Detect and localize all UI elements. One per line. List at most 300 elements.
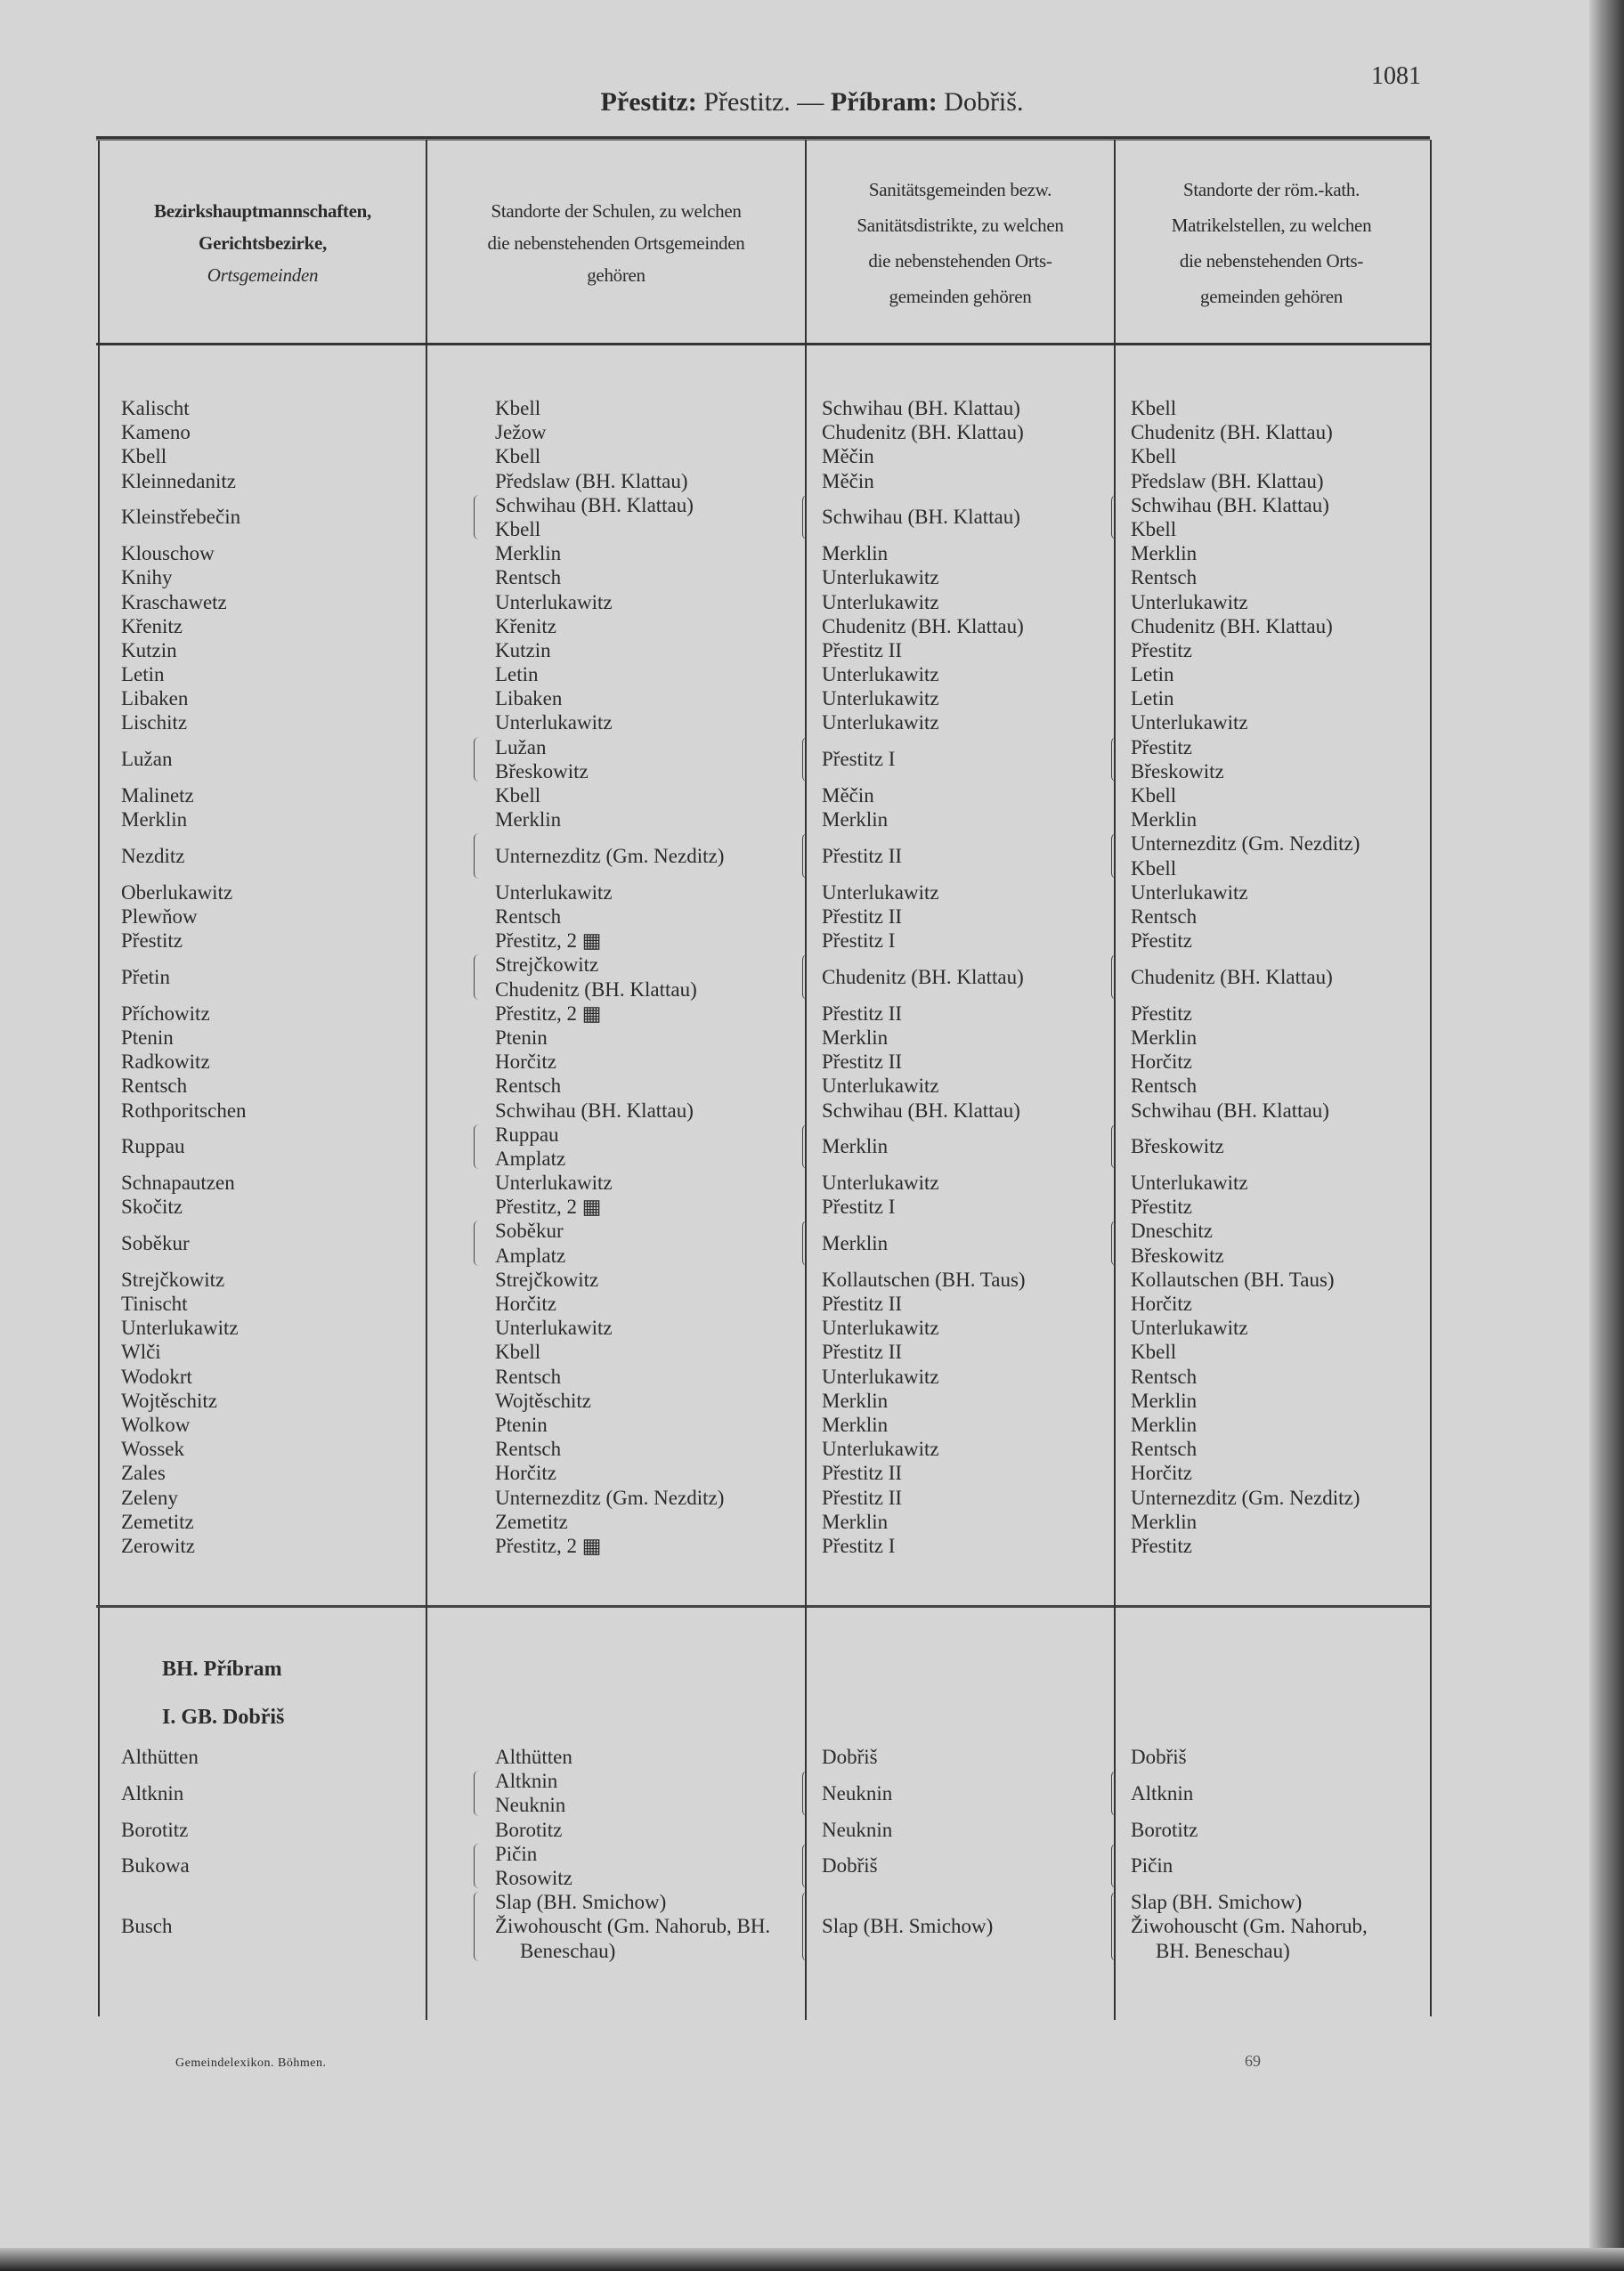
municipality-cell [98, 1486, 426, 1510]
table-row [98, 1340, 1428, 1364]
sanitary-entry: Přestitz II [822, 1002, 903, 1025]
municipality-name: Libaken [121, 687, 189, 710]
parish-entry: Rentsch [1131, 1438, 1198, 1461]
school-entry: Ježow [495, 421, 547, 444]
school-cell [477, 1002, 806, 1026]
school-entry: Kbell [495, 1341, 541, 1364]
sanitary-cell [806, 469, 1115, 493]
table-row [98, 929, 1428, 953]
school-entry: Beneschau) [520, 1939, 616, 1962]
sanitary-entry: Unterlukawitz [822, 1075, 939, 1098]
municipality-name: Zales [121, 1462, 166, 1485]
school-entry: Amplatz [495, 1147, 566, 1170]
school-entry: Merklin [495, 808, 562, 831]
parish-cell [1115, 1769, 1428, 1817]
title-court-2: Dobřiš. [944, 87, 1024, 117]
parish-cell [1115, 1510, 1428, 1534]
parish-entry: Horčitz [1131, 1050, 1192, 1074]
brace-icon [1111, 833, 1118, 878]
parish-cell [1115, 686, 1428, 710]
parish-entry: Dobřiš [1131, 1746, 1187, 1768]
section-heading [98, 1693, 1428, 1741]
sanitary-cell [806, 904, 1115, 929]
parish-entry: Chudenitz (BH. Klattau) [1131, 421, 1333, 444]
school-entry: Althütten [495, 1746, 572, 1768]
sanitary-cell [806, 396, 1115, 420]
sanitary-cell [806, 1316, 1115, 1340]
school-entry: Ruppau [495, 1123, 559, 1146]
sanitary-cell [806, 493, 1115, 541]
header-line: gemeinden gehören [1200, 285, 1343, 307]
brace-icon [1111, 1892, 1118, 1961]
parish-entry: Rentsch [1131, 566, 1198, 589]
sanitary-cell [806, 735, 1115, 783]
school-cell [477, 1890, 806, 1963]
municipality-name: Bukowa [121, 1854, 190, 1878]
municipality-cell [98, 493, 426, 541]
parish-cell [1115, 1292, 1428, 1316]
table-row [98, 590, 1428, 614]
parish-entry: Altknin [1131, 1781, 1194, 1805]
sanitary-cell [806, 1437, 1115, 1461]
school-cell [477, 1842, 806, 1890]
sanitary-cell [806, 420, 1115, 444]
table-row [98, 1534, 1428, 1558]
header-parish-registers [1116, 142, 1427, 343]
brace-icon [474, 833, 481, 878]
parish-cell [1115, 880, 1428, 904]
table-row [98, 904, 1428, 929]
school-entry: Horčitz [495, 1293, 556, 1316]
parish-cell [1115, 1099, 1428, 1123]
parish-entry: Rentsch [1131, 904, 1198, 928]
school-cell [477, 710, 806, 734]
sanitary-entry: Neuknin [822, 1818, 893, 1841]
school-entry: Rentsch [495, 1438, 562, 1461]
section-divider-rule [96, 1605, 1430, 1608]
sanitary-entry: Chudenitz (BH. Klattau) [822, 965, 1024, 988]
school-entry: Schwihau (BH. Klattau) [495, 493, 694, 516]
parish-entry: Schwihau (BH. Klattau) [1131, 1099, 1329, 1122]
brace-icon [802, 1124, 809, 1169]
municipality-name: Tinischt [121, 1293, 188, 1316]
school-cell [477, 1437, 806, 1461]
municipality-name: Křenitz [121, 614, 183, 637]
parish-entry: Unterlukawitz [1131, 590, 1248, 613]
sanitary-cell [806, 710, 1115, 734]
school-entry: Unterlukawitz [495, 1172, 613, 1195]
parish-entry: Borotitz [1131, 1818, 1198, 1841]
school-entry: Unterlukawitz [495, 711, 613, 734]
header-line: die nebenstehenden Orts- [1179, 249, 1364, 272]
school-entry: Rentsch [495, 1365, 562, 1388]
table-row [98, 1842, 1428, 1890]
parish-entry: Merklin [1131, 1026, 1198, 1049]
table-row [98, 396, 1428, 420]
school-entry: Lužan [495, 735, 547, 758]
parish-cell [1115, 1745, 1428, 1769]
header-line: die nebenstehenden Ortsgemeinden [487, 231, 745, 254]
municipality-name: Wojtěschitz [121, 1389, 218, 1412]
parish-entry: Horčitz [1131, 1293, 1192, 1316]
table-row [98, 1389, 1428, 1413]
parish-cell [1115, 807, 1428, 831]
parish-entry: Žiwohouscht (Gm. Nahorub, [1131, 1915, 1368, 1938]
parish-entry: Dneschitz [1131, 1220, 1213, 1243]
parish-cell [1115, 1268, 1428, 1292]
municipality-name: Borotitz [121, 1818, 189, 1841]
sanitary-entry: Unterlukawitz [822, 711, 939, 734]
municipality-cell [98, 1123, 426, 1171]
municipality-name: Lischitz [121, 711, 188, 734]
brace-icon [1111, 495, 1118, 539]
table-row [98, 1074, 1428, 1098]
school-cell [477, 444, 806, 468]
school-cell [477, 880, 806, 904]
municipality-cell [98, 1340, 426, 1364]
sanitary-entry: Merklin [822, 1413, 889, 1436]
table-row [98, 1745, 1428, 1769]
municipality-name: Wolkow [121, 1413, 191, 1436]
parish-entry: Kollautschen (BH. Taus) [1131, 1268, 1335, 1291]
parish-cell [1115, 541, 1428, 565]
sanitary-cell [806, 1123, 1115, 1171]
parish-entry: BH. Beneschau) [1156, 1939, 1290, 1962]
school-cell [477, 1365, 806, 1389]
header-schools [427, 142, 805, 343]
school-cell [477, 929, 806, 953]
sanitary-cell [806, 662, 1115, 686]
school-cell [477, 953, 806, 1001]
school-cell [477, 1818, 806, 1842]
school-entry: Letin [495, 663, 539, 686]
school-entry: Unternezditz (Gm. Nezditz) [495, 1486, 725, 1509]
sanitary-cell [806, 1340, 1115, 1364]
school-entry: Unterlukawitz [495, 590, 613, 613]
sanitary-entry: Přestitz II [822, 904, 903, 928]
parish-entry: Merklin [1131, 542, 1198, 565]
sanitary-cell [806, 1413, 1115, 1437]
parish-entry: Kbell [1131, 856, 1177, 880]
municipality-cell [98, 1171, 426, 1195]
municipality-name: Ruppau [121, 1135, 185, 1158]
table-row [98, 1292, 1428, 1316]
sanitary-cell [806, 1389, 1115, 1413]
school-entry: Křenitz [495, 614, 556, 637]
school-cell [477, 1171, 806, 1195]
parish-cell [1115, 1389, 1428, 1413]
header-line: Matrikelstellen, zu welchen [1171, 214, 1372, 236]
municipality-cell [98, 1534, 426, 1558]
municipality-name: Althütten [121, 1746, 199, 1768]
school-cell [477, 1769, 806, 1817]
school-cell [477, 541, 806, 565]
municipality-name: Nezditz [121, 845, 185, 867]
table-row [98, 1365, 1428, 1389]
parish-entry: Kbell [1131, 397, 1177, 419]
parish-entry: Chudenitz (BH. Klattau) [1131, 614, 1333, 637]
parish-cell [1115, 444, 1428, 468]
school-cell [477, 831, 806, 880]
parish-cell [1115, 1002, 1428, 1026]
municipality-name: Plewňow [121, 904, 198, 928]
school-cell [477, 565, 806, 589]
school-cell [477, 783, 806, 807]
table-row [98, 1050, 1428, 1074]
municipality-name: Přetin [121, 965, 170, 988]
parish-cell [1115, 1219, 1428, 1267]
header-line: Standorte der Schulen, zu welchen [491, 199, 742, 222]
table-row [98, 735, 1428, 783]
school-entry: Přestitz, 2 ▦ [495, 1534, 602, 1557]
school-cell [477, 493, 806, 541]
footer-signature: 69 [1245, 2052, 1261, 2070]
sanitary-entry: Unterlukawitz [822, 663, 939, 686]
parish-entry: Merklin [1131, 1510, 1198, 1533]
school-entry: Přestitz, 2 ▦ [495, 1002, 602, 1025]
school-cell [477, 1195, 806, 1219]
table-row [98, 1219, 1428, 1267]
municipality-cell [98, 1002, 426, 1026]
brace-icon [474, 1844, 481, 1888]
scan-edge-right [1589, 0, 1624, 2271]
sanitary-cell [806, 783, 1115, 807]
municipality-name: Klouschow [121, 542, 215, 565]
page-number: 1081 [1371, 62, 1421, 90]
school-cell [477, 1461, 806, 1485]
parish-cell [1115, 735, 1428, 783]
municipality-cell [98, 1842, 426, 1890]
sanitary-cell [806, 831, 1115, 880]
sanitary-entry: Schwihau (BH. Klattau) [822, 1099, 1020, 1122]
header-municipalities [100, 142, 426, 343]
school-entry: Altknin [495, 1770, 558, 1793]
municipality-name: Oberlukawitz [121, 880, 233, 904]
sanitary-entry: Přestitz II [822, 638, 903, 661]
sanitary-cell [806, 1486, 1115, 1510]
school-entry: Schwihau (BH. Klattau) [495, 1099, 694, 1122]
header-line: die nebenstehenden Orts- [868, 249, 1052, 272]
school-entry: Strejčkowitz [495, 953, 599, 977]
brace-icon [474, 1124, 481, 1169]
sanitary-entry: Unterlukawitz [822, 687, 939, 710]
section-pribram [98, 1645, 1428, 1963]
parish-cell [1115, 1074, 1428, 1098]
header-line: gehören [587, 264, 646, 286]
sanitary-cell [806, 1171, 1115, 1195]
municipality-name: Kleinstřebečin [121, 506, 241, 529]
sanitary-entry: Přestitz I [822, 929, 896, 953]
municipality-cell [98, 1890, 426, 1963]
school-cell [477, 686, 806, 710]
municipality-name: Skočitz [121, 1196, 183, 1219]
school-cell [477, 807, 806, 831]
brace-icon [1111, 737, 1118, 782]
school-entry: Unternezditz (Gm. Nezditz) [495, 845, 725, 867]
page-title [0, 87, 1624, 118]
brace-icon [802, 833, 809, 878]
section-prestitz [98, 396, 1428, 1558]
school-entry: Břeskowitz [495, 759, 589, 783]
municipality-cell [98, 396, 426, 420]
parish-entry: Přestitz [1131, 638, 1192, 661]
municipality-name: Wodokrt [121, 1365, 192, 1388]
table-row [98, 831, 1428, 880]
municipality-name: Kraschawetz [121, 590, 227, 613]
title-court-1: Přestitz. — [703, 87, 824, 117]
table-row [98, 638, 1428, 662]
sanitary-entry: Neuknin [822, 1781, 893, 1805]
school-entry: Horčitz [495, 1050, 556, 1074]
parish-entry: Přestitz [1131, 1534, 1192, 1557]
table-row [98, 1437, 1428, 1461]
municipality-cell [98, 541, 426, 565]
sanitary-entry: Merklin [822, 1389, 889, 1412]
sanitary-cell [806, 541, 1115, 565]
school-entry: Rentsch [495, 904, 562, 928]
section-heading-text: BH. Příbram [162, 1658, 282, 1681]
parish-entry: Unternezditz (Gm. Nezditz) [1131, 832, 1360, 856]
parish-cell [1115, 1486, 1428, 1510]
brace-icon [474, 1221, 481, 1265]
school-cell [477, 1123, 806, 1171]
table-row [98, 783, 1428, 807]
school-cell [477, 614, 806, 638]
sanitary-entry: Dobřiš [822, 1854, 878, 1878]
sanitary-entry: Přestitz II [822, 1341, 903, 1364]
municipality-cell [98, 1745, 426, 1769]
sanitary-cell [806, 1534, 1115, 1558]
parish-cell [1115, 1437, 1428, 1461]
parish-entry: Merklin [1131, 1389, 1198, 1412]
sanitary-entry: Přestitz I [822, 1196, 896, 1219]
school-entry: Merklin [495, 542, 562, 565]
parish-cell [1115, 1171, 1428, 1195]
school-entry: Pičin [495, 1842, 538, 1865]
sanitary-cell [806, 1842, 1115, 1890]
parish-entry: Letin [1131, 663, 1174, 686]
brace-icon [802, 1844, 809, 1888]
municipality-name: Ptenin [121, 1026, 174, 1049]
parish-entry: Přestitz [1131, 1002, 1192, 1025]
sanitary-cell [806, 1268, 1115, 1292]
sanitary-cell [806, 1745, 1115, 1769]
parish-cell [1115, 1195, 1428, 1219]
sanitary-entry: Chudenitz (BH. Klattau) [822, 614, 1024, 637]
municipality-name: Schnapautzen [121, 1172, 235, 1195]
table-row [98, 1818, 1428, 1842]
school-cell [477, 1050, 806, 1074]
municipality-cell [98, 590, 426, 614]
table-row [98, 807, 1428, 831]
table-row [98, 1316, 1428, 1340]
parish-entry: Rentsch [1131, 1075, 1198, 1098]
school-cell [477, 590, 806, 614]
school-entry: Slap (BH. Smichow) [495, 1891, 667, 1914]
parish-entry: Unterlukawitz [1131, 1172, 1248, 1195]
sanitary-entry: Merklin [822, 1026, 889, 1049]
municipality-cell [98, 1050, 426, 1074]
sanitary-cell [806, 1292, 1115, 1316]
header-line: Bezirkshauptmannschaften, [154, 199, 371, 222]
sanitary-cell [806, 590, 1115, 614]
sanitary-cell [806, 1026, 1115, 1050]
municipality-name: Kutzin [121, 638, 177, 661]
sanitary-entry: Unterlukawitz [822, 566, 939, 589]
parish-entry: Unterlukawitz [1131, 711, 1248, 734]
table-row [98, 493, 1428, 541]
sanitary-cell [806, 686, 1115, 710]
table-row [98, 614, 1428, 638]
brace-icon [474, 954, 481, 999]
municipality-name: Merklin [121, 808, 188, 831]
school-entry: Rosowitz [495, 1866, 572, 1889]
municipality-name: Knihy [121, 566, 173, 589]
parish-cell [1115, 614, 1428, 638]
sanitary-entry: Unterlukawitz [822, 1317, 939, 1340]
parish-entry: Kbell [1131, 445, 1177, 468]
school-cell [477, 469, 806, 493]
section-heading [98, 1645, 1428, 1693]
school-entry: Strejčkowitz [495, 1268, 599, 1291]
municipality-name: Příchowitz [121, 1002, 210, 1025]
municipality-cell [98, 1219, 426, 1267]
sanitary-cell [806, 1769, 1115, 1817]
municipality-name: Zemetitz [121, 1510, 194, 1533]
parish-cell [1115, 469, 1428, 493]
parish-cell [1115, 1461, 1428, 1485]
parish-entry: Merklin [1131, 1413, 1198, 1436]
municipality-cell [98, 1769, 426, 1817]
sanitary-cell [806, 953, 1115, 1001]
municipality-cell [98, 1292, 426, 1316]
footer-source: Gemeindelexikon. Böhmen. [175, 2056, 327, 2070]
parish-cell [1115, 638, 1428, 662]
table-row [98, 565, 1428, 589]
school-entry: Neuknin [495, 1794, 566, 1817]
school-entry: Borotitz [495, 1818, 563, 1841]
sanitary-cell [806, 1195, 1115, 1219]
parish-entry: Přestitz [1131, 735, 1192, 758]
parish-cell [1115, 1123, 1428, 1171]
sanitary-entry: Přestitz II [822, 1293, 903, 1316]
brace-icon [1111, 1124, 1118, 1169]
table-row [98, 1195, 1428, 1219]
school-entry: Předslaw (BH. Klattau) [495, 469, 688, 492]
sanitary-entry: Unterlukawitz [822, 1438, 939, 1461]
municipality-name: Zerowitz [121, 1534, 196, 1557]
parish-entry: Přestitz [1131, 1196, 1192, 1219]
school-entry: Ptenin [495, 1413, 548, 1436]
sanitary-entry: Přestitz I [822, 1534, 896, 1557]
school-entry: Rentsch [495, 566, 562, 589]
sanitary-entry: Merklin [822, 1232, 889, 1255]
sanitary-entry: Přestitz II [822, 1050, 903, 1074]
sanitary-cell [806, 1074, 1115, 1098]
parish-cell [1115, 1050, 1428, 1074]
parish-cell [1115, 396, 1428, 420]
parish-entry: Unterlukawitz [1131, 880, 1248, 904]
municipality-name: Malinetz [121, 784, 194, 807]
parish-entry: Rentsch [1131, 1365, 1198, 1388]
municipality-name: Altknin [121, 1781, 184, 1805]
school-cell [477, 1026, 806, 1050]
table-top-rule [96, 136, 1430, 141]
school-entry: Zemetitz [495, 1510, 568, 1533]
municipality-cell [98, 1818, 426, 1842]
brace-icon [474, 737, 481, 782]
header-line: gemeinden gehören [889, 285, 1032, 307]
